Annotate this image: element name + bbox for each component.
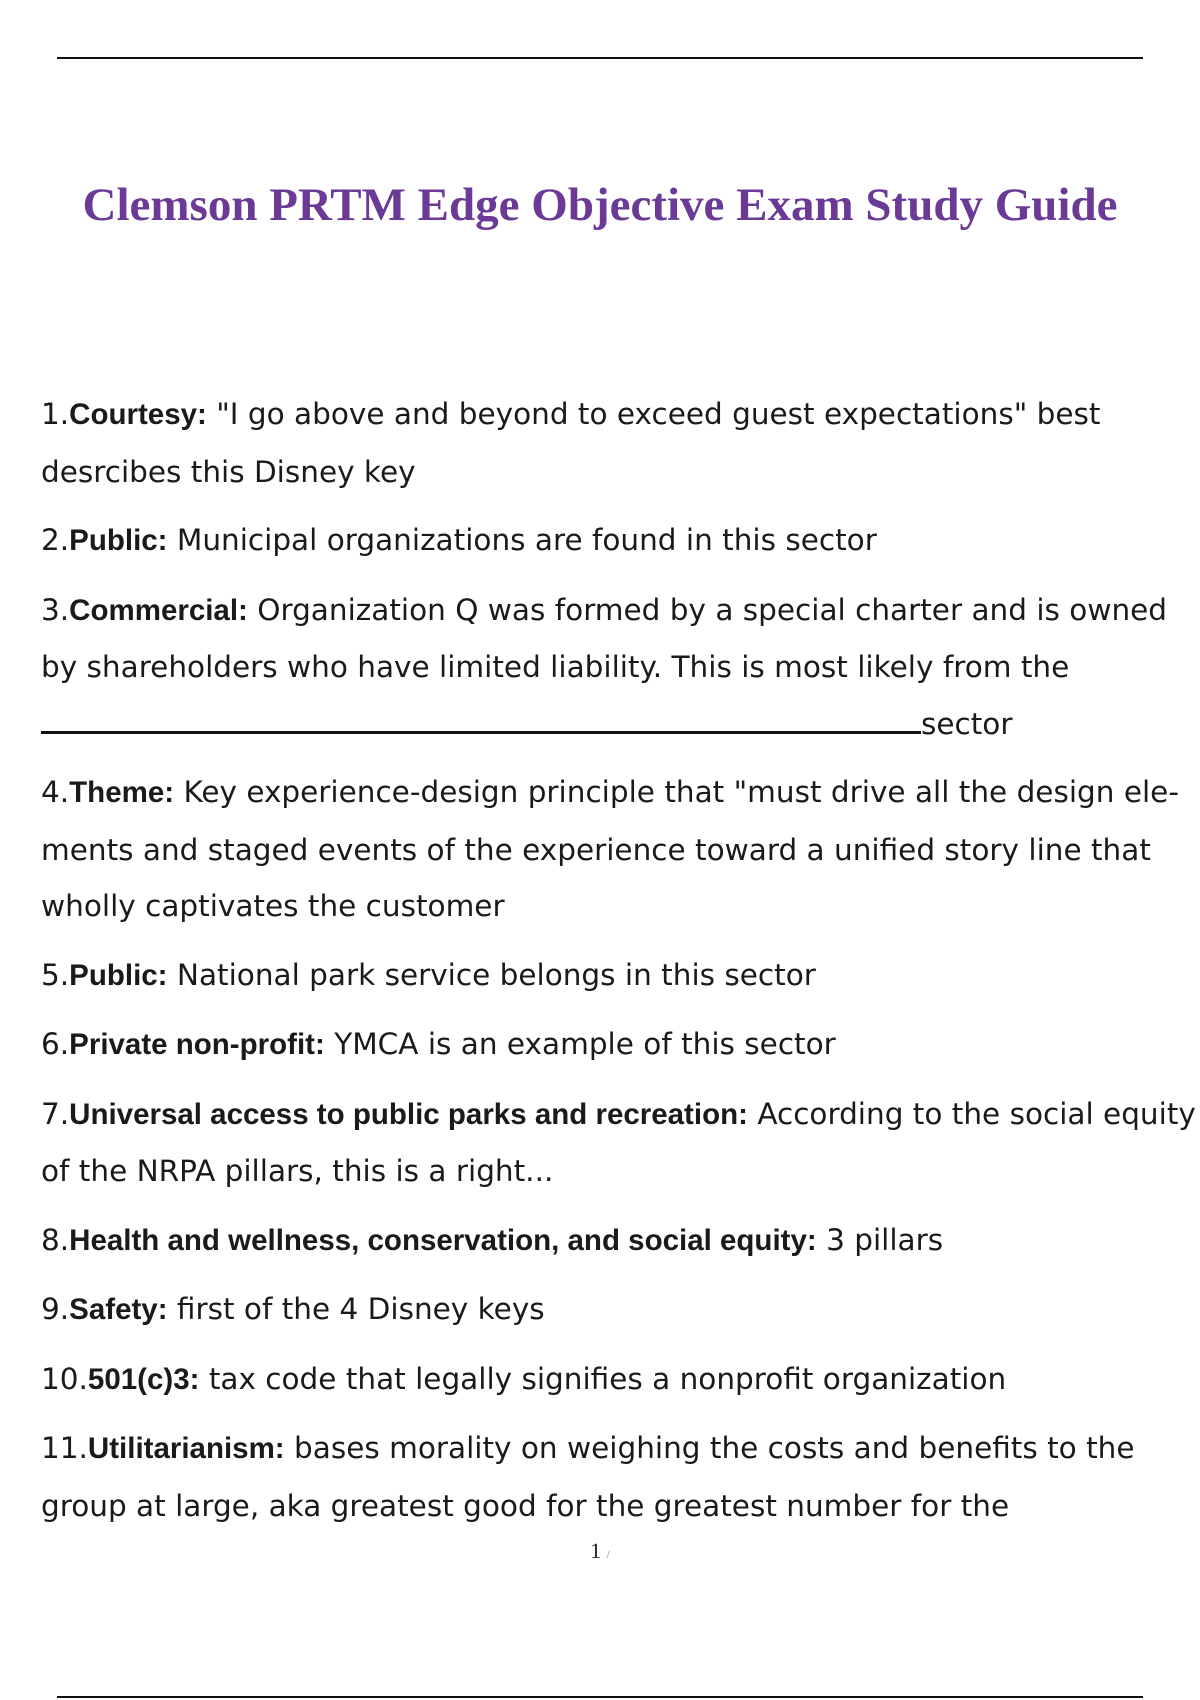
item-definition: National park service belongs in this sector [167,957,816,992]
list-item [41,1351,1200,1409]
item-term: Universal access to public parks and recreation: [69,1097,748,1131]
item-definition: 3 pillars [816,1222,944,1257]
item-number: 6. [41,1027,70,1061]
item-definition: According to the social equity of the NRPA pillars, this is a right... [41,1096,1196,1188]
list-item [41,1281,1200,1339]
item-definition: first of the 4 Disney keys [167,1292,545,1326]
fill-in-blank [41,711,921,734]
item-number: 1. [41,397,70,431]
page-number-suffix: / [606,1547,610,1561]
item-number: 7. [41,1096,70,1131]
list-item [41,1016,1200,1074]
item-number: 9. [41,1292,70,1326]
item-number: 3. [41,592,70,627]
item-term: Public: [69,958,168,992]
list-item [41,1086,1200,1200]
item-definition: Organization Q was formed by a special charter and is owned by shareholders who have limited liability. This is most likely from the [41,592,1168,684]
page-number [0,1538,1200,1564]
document-title: Clemson PRTM Edge Objective Exam Study Guide [82,179,1118,231]
item-term: Public: [69,524,168,557]
item-term: 501(c)3: [87,1362,200,1396]
item-term: Commercial: [69,593,248,627]
list-item [41,582,1200,753]
list-item [41,764,1200,935]
item-number: 11. [41,1431,88,1465]
item-term: Courtesy: [69,398,207,431]
top-divider [57,57,1143,59]
list-item [41,1212,1200,1270]
item-definition: Key experience-design principle that "must drive all the design ele- ments and staged events of the experience toward a unified story line that wholly captivates the customer [41,775,1179,923]
bottom-divider [57,1696,1143,1698]
item-number: 10. [41,1361,88,1396]
page-number-value: 1 [590,1538,602,1563]
item-number: 4. [41,775,70,809]
list-item [41,947,1200,1005]
item-definition: tax code that legally signifies a nonprofit organization [199,1361,1007,1396]
item-term: Theme: [69,776,175,809]
item-definition-after: sector [921,706,1013,741]
item-term: Utilitarianism: [87,1432,285,1465]
item-term: Health and wellness, conservation, and social equity: [69,1223,817,1257]
item-number: 8. [41,1222,70,1257]
study-guide-list [41,386,1200,1546]
item-definition: "I go above and beyond to exceed guest expectations" best desrcibes this Disney key [41,397,1101,489]
item-term: Safety: [69,1293,168,1326]
item-term: Private non-profit: [69,1028,325,1061]
item-number: 5. [41,957,70,992]
list-item [41,512,1200,570]
item-number: 2. [41,523,70,557]
item-definition: Municipal organizations are found in this sector [167,523,877,557]
item-definition: YMCA is an example of this sector [324,1027,836,1061]
item-definition: bases morality on weighing the costs and benefits to the group at large, aka greatest good for the greatest number for the [41,1431,1135,1523]
list-item [41,1420,1200,1534]
list-item [41,386,1200,500]
